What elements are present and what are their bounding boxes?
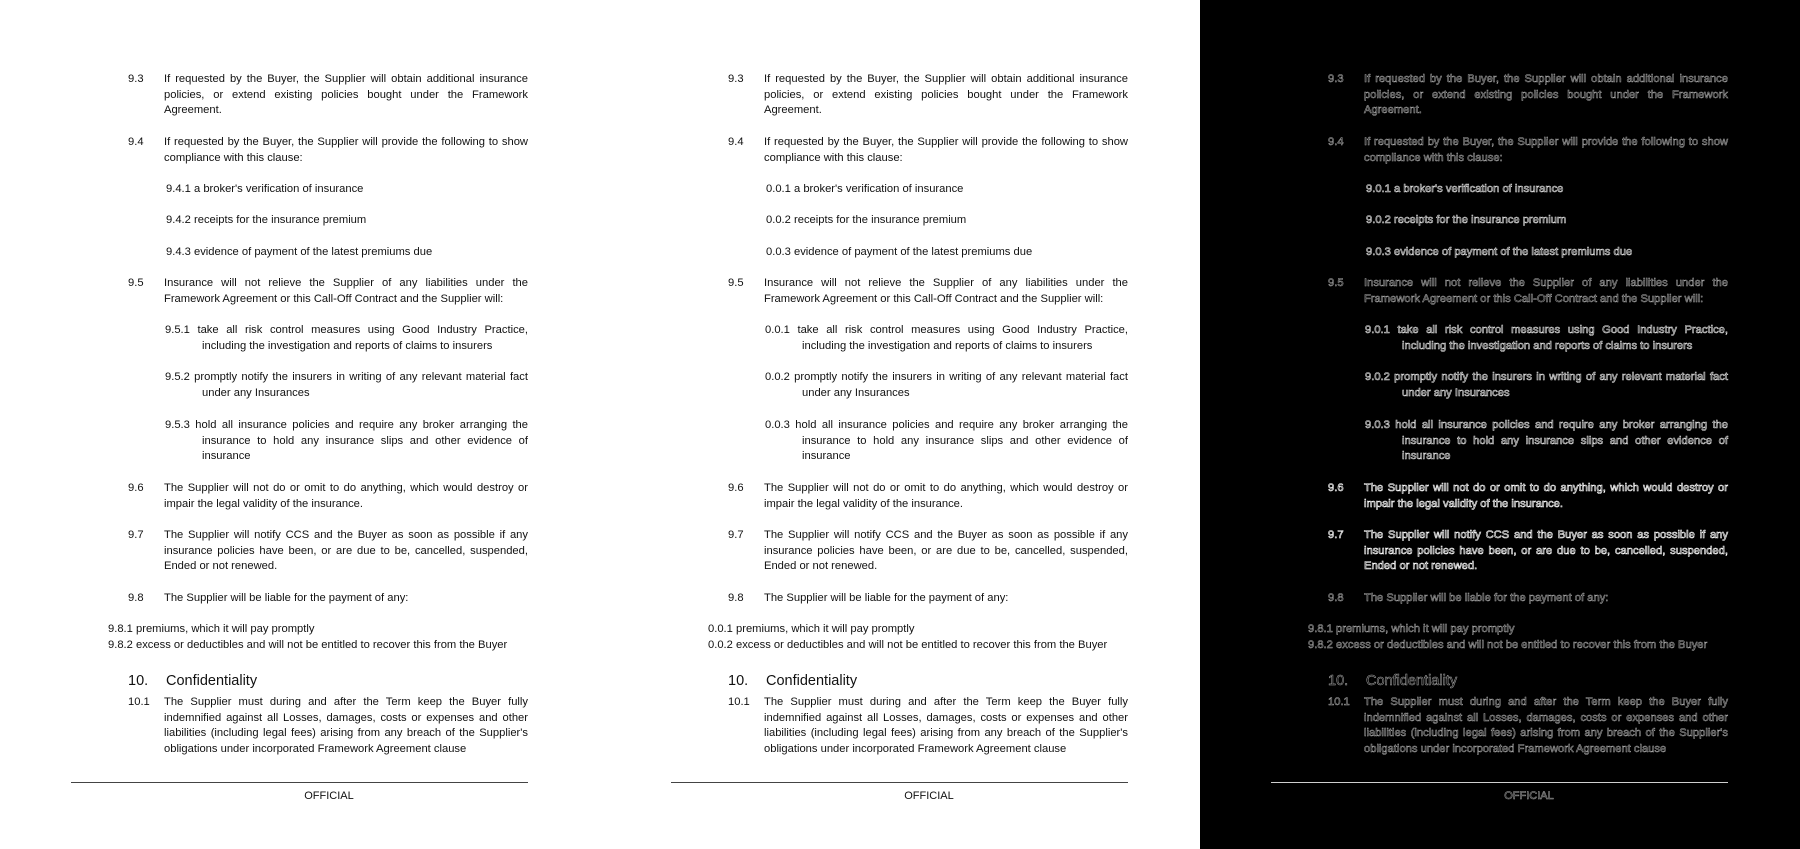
clause-text: The Supplier will be liable for the payment of any: [164, 592, 409, 604]
clause-9-5-1: 9.5.1 take all risk control measures using Good Industry Practice, including the investigation and reports of claims to insurers [165, 324, 528, 352]
clause-9-5-2: 9.5.2 promptly notify the insurers in writing of any relevant material fact under any Insurances [165, 371, 528, 399]
clause-text: The Supplier must during and after the Term keep the Buyer fully indemnified against all Losses, damages, costs or expenses and other liabilities (including legal fees) arising from any breach of the Supplier's obligations under incorporated Framework Agreement clause [764, 696, 1128, 755]
clause-9-4-3: 9.4.3 evidence of payment of the latest premiums due [166, 246, 433, 258]
document-page-renumbered [600, 0, 1200, 849]
footer-classification: OFFICIAL [1504, 790, 1554, 802]
clause-text: The Supplier will notify CCS and the Buyer as soon as possible if any insurance policies have been, or are due to be, cancelled, suspended, Ended or not renewed. [764, 529, 1128, 573]
clause-9-0-1: 9.0.1 take all risk control measures using Good Industry Practice, including the investigation and reports of claims to insurers [1365, 324, 1728, 352]
clause-text: If requested by the Buyer, the Supplier will provide the following to show compliance with this clause: [164, 136, 528, 164]
clause-text: If requested by the Buyer, the Supplier will obtain additional insurance policies, or extend existing policies bought under the Framework Agreement. [1364, 73, 1728, 117]
clause-number: 9.3 [128, 73, 144, 85]
clause-text: The Supplier will not do or omit to do anything, which would destroy or impair the legal validity of the insurance. [1364, 482, 1728, 510]
clause-9-0-1: 9.0.1 a broker's verification of insurance [1366, 183, 1564, 195]
clause-number: 9.3 [1328, 73, 1344, 85]
clause-text: If requested by the Buyer, the Supplier will obtain additional insurance policies, or extend existing policies bought under the Framework Agreement. [164, 73, 528, 117]
section-title: Confidentiality [166, 673, 258, 689]
clause-0-0-1: 0.0.1 take all risk control measures using Good Industry Practice, including the investigation and reports of claims to insurers [765, 324, 1128, 352]
document-page-original [0, 0, 600, 849]
clause-number: 9.8 [728, 592, 744, 604]
clause-number: 10.1 [728, 696, 750, 708]
clause-number: 9.5 [128, 277, 144, 289]
clause-number: 10.1 [128, 696, 150, 708]
clause-text: Insurance will not relieve the Supplier of any liabilities under the Framework Agreement or this Call-Off Contract and the Supplier will: [164, 277, 528, 305]
clause-number: 9.7 [728, 529, 744, 541]
clause-number: 9.5 [1328, 277, 1344, 289]
clause-number: 9.7 [128, 529, 144, 541]
section-number: 10. [728, 673, 749, 689]
clause-number: 9.7 [1328, 529, 1344, 541]
clause-number: 9.4 [1328, 136, 1344, 148]
clause-number: 9.6 [128, 482, 144, 494]
clause-number: 9.6 [1328, 482, 1344, 494]
clause-9-5-3: 9.5.3 hold all insurance policies and require any broker arranging the insurance to hold any insurance slips and other evidence of insurance [165, 419, 528, 463]
clause-9-0-3: 9.0.3 evidence of payment of the latest premiums due [1366, 246, 1633, 258]
clause-number: 9.8 [1328, 592, 1344, 604]
clause-text: The Supplier will not do or omit to do anything, which would destroy or impair the legal validity of the insurance. [164, 482, 528, 510]
page-content [600, 0, 1200, 849]
clause-text: The Supplier will not do or omit to do anything, which would destroy or impair the legal validity of the insurance. [764, 482, 1128, 510]
clause-text: The Supplier will notify CCS and the Buyer as soon as possible if any insurance policies have been, or are due to be, cancelled, suspended, Ended or not renewed. [164, 529, 528, 573]
clause-number: 9.5 [728, 277, 744, 289]
clause-text: If requested by the Buyer, the Supplier will obtain additional insurance policies, or extend existing policies bought under the Framework Agreement. [764, 73, 1128, 117]
clause-number: 9.8 [128, 592, 144, 604]
footer-classification: OFFICIAL [304, 790, 354, 802]
clause-9-0-3: 9.0.3 hold all insurance policies and require any broker arranging the insurance to hold any insurance slips and other evidence of insurance [1365, 419, 1728, 463]
clause-text: The Supplier must during and after the Term keep the Buyer fully indemnified against all Losses, damages, costs or expenses and other liabilities (including legal fees) arising from any breach of the Supplier's obligations under incorporated Framework Agreement clause [164, 696, 528, 755]
document-page-edge-view [1200, 0, 1800, 849]
section-heading-confidentiality [728, 672, 857, 690]
footer-classification: OFFICIAL [904, 790, 954, 802]
page-content [1200, 0, 1800, 849]
clause-9-8-2: 9.8.2 excess or deductibles and will not be entitled to recover this from the Buyer [108, 639, 508, 651]
clause-number: 9.6 [728, 482, 744, 494]
clause-text: The Supplier will be liable for the payment of any: [1364, 592, 1609, 604]
clause-text: The Supplier will be liable for the payment of any: [764, 592, 1009, 604]
section-title: Confidentiality [1366, 673, 1458, 689]
clause-text: Insurance will not relieve the Supplier of any liabilities under the Framework Agreement or this Call-Off Contract and the Supplier will: [1364, 277, 1728, 305]
clause-9-8-2: 9.8.2 excess or deductibles and will not be entitled to recover this from the Buyer [1308, 639, 1708, 651]
clause-0-0-2: 0.0.2 excess or deductibles and will not be entitled to recover this from the Buyer [708, 639, 1108, 651]
clause-9-4-2: 9.4.2 receipts for the insurance premium [166, 214, 367, 226]
section-heading-confidentiality [128, 672, 257, 690]
clause-9-0-2: 9.0.2 receipts for the insurance premium [1366, 214, 1567, 226]
clause-9-4-1: 9.4.1 a broker's verification of insurance [166, 183, 364, 195]
clause-text: The Supplier must during and after the Term keep the Buyer fully indemnified against all Losses, damages, costs or expenses and other liabilities (including legal fees) arising from any breach of the Supplier's obligations under incorporated Framework Agreement clause [1364, 696, 1728, 755]
clause-0-0-3: 0.0.3 evidence of payment of the latest premiums due [766, 246, 1033, 258]
clause-9-0-2: 9.0.2 promptly notify the insurers in writing of any relevant material fact under any Insurances [1365, 371, 1728, 399]
clause-number: 9.3 [728, 73, 744, 85]
clause-number: 9.4 [728, 136, 744, 148]
clause-text: If requested by the Buyer, the Supplier will provide the following to show compliance with this clause: [1364, 136, 1728, 164]
clause-number: 10.1 [1328, 696, 1350, 708]
clause-text: The Supplier will notify CCS and the Buyer as soon as possible if any insurance policies have been, or are due to be, cancelled, suspended, Ended or not renewed. [1364, 529, 1728, 573]
clause-text: If requested by the Buyer, the Supplier will provide the following to show compliance with this clause: [764, 136, 1128, 164]
clause-9-8-1: 9.8.1 premiums, which it will pay promptly [1308, 623, 1515, 635]
section-heading-confidentiality [1328, 672, 1457, 690]
clause-0-0-2: 0.0.2 receipts for the insurance premium [766, 214, 967, 226]
footer-rule [1271, 782, 1728, 783]
section-number: 10. [128, 673, 149, 689]
footer-rule [671, 782, 1128, 783]
clause-text: Insurance will not relieve the Supplier of any liabilities under the Framework Agreement or this Call-Off Contract and the Supplier will: [764, 277, 1128, 305]
section-number: 10. [1328, 673, 1349, 689]
footer-rule [71, 782, 528, 783]
page-content [0, 0, 600, 849]
clause-9-8-1: 9.8.1 premiums, which it will pay promptly [108, 623, 315, 635]
clause-0-0-1: 0.0.1 premiums, which it will pay promptly [708, 623, 915, 635]
section-title: Confidentiality [766, 673, 858, 689]
clause-number: 9.4 [128, 136, 144, 148]
clause-0-0-2: 0.0.2 promptly notify the insurers in writing of any relevant material fact under any Insurances [765, 371, 1128, 399]
clause-0-0-1: 0.0.1 a broker's verification of insurance [766, 183, 964, 195]
clause-0-0-3: 0.0.3 hold all insurance policies and require any broker arranging the insurance to hold any insurance slips and other evidence of insurance [765, 419, 1128, 463]
